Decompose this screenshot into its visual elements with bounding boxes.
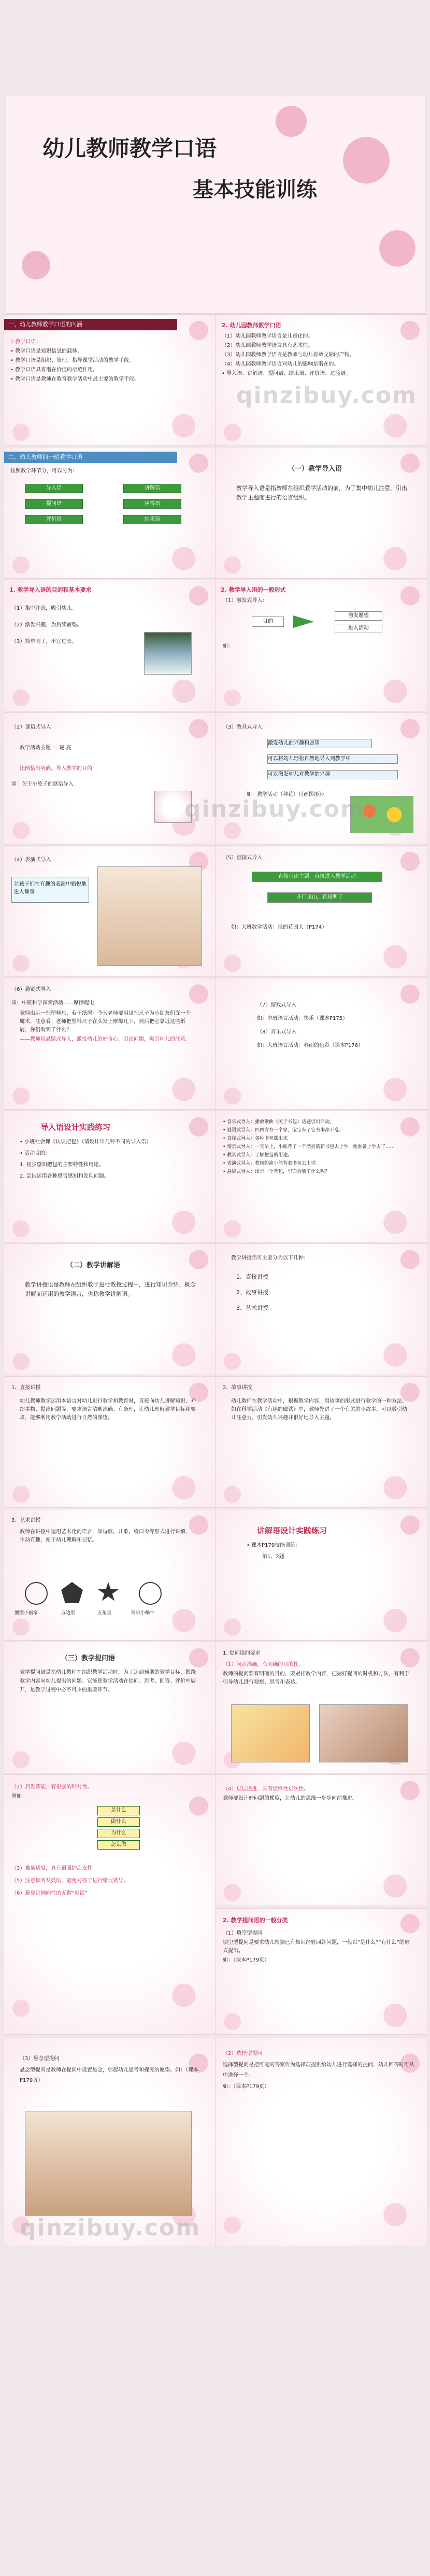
item: （3）幼儿园教师教学语言是教师与幼儿有效交际的产物。 [222,352,355,358]
slide-explain-types [215,1243,427,1375]
item: 第1、2题 [262,1554,284,1560]
slide-body [11,1783,208,1802]
waterfall-image [144,632,192,675]
item: • 教学口语是组织、管理、指导课堂活动的教学手段。 [10,358,135,363]
slide-question-requirements [215,1642,427,1773]
item: • 活动目的： [20,1151,51,1156]
performance-box: 让孩子们在有趣的表演中愉悦地进入课堂 [11,877,89,903]
formula: 教学活动主题 ＝ 谜 底 [20,745,71,751]
slide-inner-meaning [4,314,216,446]
slide-body [236,1270,392,1317]
item: （1）填空型提问 [223,1930,263,1936]
watermark: qinzibuy.com [184,796,365,822]
slide-performance-intro [4,845,216,977]
item: 例如： [11,1794,27,1799]
item: • 情景式导入：一天早上，小熊背了一个漂亮的新书包去上学，他准备上学去了…… [223,1144,395,1150]
item: （5）注意倾听及鼓励，避免对孩子进行错误诱导。 [11,1878,129,1884]
item: ——教师用悬疑式导入，激发幼儿的好奇心，引出问题，吸引幼儿的注意。 [20,1037,191,1042]
slide-body [223,1118,420,1177]
item: • 悬疑式导入：出示一个背包，里面会装了什么呢？ [223,1169,330,1174]
question-label: 为什么 [97,1829,140,1838]
slide-heading: （4）表演式导入 [11,857,51,863]
item: （1）集中注意，吸引幼儿。 [11,606,77,611]
item: （1）问点准确，有明确的目的性。 [223,1662,304,1668]
item: 1. 初步感知把包的主要特性和用途。 [20,1162,104,1168]
slide-game-music-intro [215,978,427,1110]
item: （4）层层递进，具有演绎性层次性。 [223,1786,309,1792]
slide-subtitle: 按照教学环节分，可以分为： [10,468,78,474]
slide-heading: （二）教学讲解语 [66,1262,121,1269]
item: （2）激发兴趣，为后续铺垫。 [11,622,82,628]
slide-story-explain [215,1376,427,1508]
slide-note: 如： [223,643,233,649]
shape-label: 五边形 [61,1611,76,1616]
slide-art-explain [4,1509,216,1641]
kids-image [319,1704,408,1762]
slide-heading: 1. 教学导入语的目的和基本要求 [9,586,92,593]
section-bar: 二、幼儿教师的一般教学口语 [4,452,177,463]
label-evaluate: 评价语 [25,515,83,524]
slide-heading: 2. 教学提问语的一般分类 [223,1917,288,1924]
slide-body [20,1137,191,1183]
slide-body [20,1010,191,1045]
item: （7）游戏式导入 [257,1002,297,1008]
slide-body [20,2054,201,2087]
slide-choice-question [215,2038,427,2246]
slide-heading: 教学讲授语可主要分为以下几种： [231,1255,309,1261]
slide-heading: （6）悬疑式导入 [11,987,51,992]
slide-heading: （三）教学提问语 [61,1655,116,1662]
slide-body: 幼儿教师教学运用本语言对幼儿进行教学和教育时，直接向幼儿讲解知识、介绍事物、提出问题等，要求语言清晰准确、有条理，让幼儿理解教学目标和要求，能够利用教学活动进行自然的渗透。 [20,1398,196,1421]
slide-intro-practice [4,1111,216,1242]
label-explain: 讲解语 [123,484,181,493]
label-answer: 应答语 [123,499,181,509]
slide-body: 教师在讲授中运用艺术化的语言，如诗歌、儿歌、绕口令等形式进行讲解，生动有趣，便于幼儿理解和记忆。 [20,1529,191,1543]
slide-direct-intro [215,845,427,977]
slide-explain-practice [215,1509,427,1641]
slide-heading: 2. 教学导入语的一般形式 [221,586,286,593]
item: • 直接式导入：各种书包摆出来。 [223,1136,293,1141]
item: • 导入语、讲解语、提问语、结束语、评价语、过渡语。 [222,371,351,376]
item: （3）悬念型提问 [20,2056,60,2062]
flow-box-goal: 目的 [252,617,284,627]
item: 悬念型提问是教师在提问中设置悬念，引起幼儿思考和探究的愿望。如：（课本P179页） [20,2067,198,2083]
aid-point: 可以激发幼儿对教学的兴趣 [267,770,398,779]
item: • 教具式导入：了解把包的用途。 [223,1153,293,1158]
question-label: 是什么 [97,1806,140,1815]
slide-body [257,999,412,1053]
slide-subtitle: （1）激发式导入： [223,598,268,604]
slide-heading: （一）教学导入语 [288,465,342,473]
item: （1）幼儿园教师教学语言是儿童化的。 [222,333,313,339]
item: • 教学口语是知识信息的载体， [10,348,83,354]
slide-direct-explain [4,1376,216,1508]
slide-intro-language [215,447,427,579]
slide-explain-language [4,1243,216,1375]
slide-body [10,338,202,385]
direct-box: 开门见山，直接明了 [267,892,372,903]
watermark: qinzibuy.com [236,382,417,409]
item: 填空型提问是要求幼儿根据已有知识经验回答问题，一般以“是什么”“有什么”的形式提出。 [223,1940,410,1954]
slide-general-oral [4,447,216,579]
question-label: 做什么 [97,1817,140,1827]
slide-note: 如：关于小兔子的谜语导入 [11,781,74,787]
item: 如：（课本P179页） [223,1957,270,1963]
flow-box-enter: 进入活动 [335,624,382,633]
slide-body: 教学讲授语是教师在组织教学进行教授过程中，进行知识介绍、概念讲解而运用的教学语言，也称教学讲解语。 [25,1281,196,1297]
item: （6）避免带倾向性的无谓“废话” [11,1891,88,1896]
shape-label: 五角星 [97,1611,112,1616]
pentagon-shape [61,1582,83,1603]
slide-heading: 导入语设计实践练习 [40,1123,111,1132]
slide-body [223,1661,409,1688]
slide-line: 比例恰当明确，导入教学的目的 [20,766,92,772]
item: （8）音乐式导入 [257,1029,297,1035]
circle-shape [25,1582,48,1605]
item: 2. 尝试运用各种感官感知和发现问题。 [20,1173,109,1179]
slide-heading: （2）谜语式导入 [11,724,51,730]
item: • 小班社会课《认识把包》（请设计出几种不同的导入语） [20,1139,152,1145]
item: 如：（课本P179页） [223,2084,270,2090]
item: • 课本P179技能训练： [247,1543,301,1548]
slide-heading: （5）直接式导入 [223,855,263,861]
section-bar: 一、幼儿教师教学口语的内涵 [4,319,177,330]
slide-body [223,1929,414,1966]
slide-question-types [215,1908,427,2035]
item: 教师要设计好问题的梯度，让幼儿的思维一步步向前推进。 [223,1796,357,1801]
aid-point: 激发幼儿的兴趣和愿望 [267,739,372,748]
slide-body [11,601,141,651]
slide-heading: 2、故事讲授 [223,1385,252,1391]
title-slide [6,95,425,314]
item: 教师的提问要有明确的目的，要紧扣教学内容，把握好提问的时机和方法，有利于引导幼儿进行观察、思考和表达。 [223,1671,409,1685]
aid-point: 可以将幼儿轻松自然地导入到教学中 [267,754,398,764]
arrow-icon [293,615,314,628]
slide-layered-questions [215,1774,427,1906]
slide-heading: 1. 提问语的要求 [223,1650,261,1656]
slide-body [247,1541,402,1563]
slide-body [222,332,419,379]
label-intro: 导入语 [25,484,83,493]
title-line1: 幼儿教师教学口语 [42,136,217,161]
direct-box: 直接引出主题，直接进入教学活动 [252,872,382,882]
slide-note: 如：大班数学活动：谁的花园大（P174） [231,925,327,930]
item: 如：大班语言活动：春雨的色彩（课本P176） [257,1043,364,1048]
slide-intro-goals [4,580,216,711]
slide-body [11,1863,208,1900]
item: （4）幼儿园教师教学语言对幼儿的影响是潜在的。 [222,361,339,367]
children-image [97,866,202,966]
shape-label: 圈圈小画家 [15,1611,38,1616]
slide-suspense-question [4,2038,216,2246]
item: • 教学口语是教师在教育教学活动中最主要的教学手段。 [10,376,140,382]
item: • 教学口语具有潜在价值的示范作用。 [10,367,98,373]
shape-label: 两只小蜗牛 [131,1611,155,1616]
slide-question-points [4,1774,216,2035]
slide-note: 如：教学活动（种花）（《画图形》） [247,792,327,797]
item: （2）启发智能，有很强的针对性。 [11,1784,93,1790]
item: （3）简单明了，不宜过长。 [11,639,77,645]
slide-intro-forms [215,580,427,711]
slide-body [223,1785,414,1804]
slide-suspense-intro [4,978,216,1110]
item: 如：中班语言活动：快乐（课本P175） [257,1016,348,1021]
item: （3）难易适度，具有很强的启发性。 [11,1866,98,1871]
label-conclude: 结束语 [123,515,181,524]
slide-intro-answers [215,1111,427,1242]
slide-heading: 3、艺术讲授 [11,1518,41,1523]
slide-heading: （3）教具式导入 [223,724,263,730]
item: 3、艺术讲授 [236,1305,268,1311]
watermark: qinzibuy.com [20,2215,200,2241]
slide-body [223,2049,414,2093]
slide-heading: 2. 幼儿园教师教学口语 [222,322,281,329]
slide-heading: 讲解语设计实践练习 [257,1526,327,1535]
item: 选择型提问是把可能的答案作为选择项提供给幼儿进行选择的提问，幼儿回答时可从中选择一个。 [223,2062,414,2078]
slide-body: 教学导入语是指教师在组织教学活动的前，为了集中幼儿注意，引出教学主题而进行的语言组织。 [236,485,407,501]
item: 2、故事讲授 [236,1289,268,1296]
slide-note: 如：中班科学探索活动——摩擦起电 [11,1000,94,1006]
classroom-image [25,2111,192,2216]
question-label: 怎么做 [97,1840,140,1850]
slide-body: 教学提问语是指幼儿教师在组织教学活动时，为了达到预期的教学目标，围绕教学内容向幼儿提出的问题。它能使教学活动在提问、思考、回答、评价中展开，是教学过程中必不可少的重要环节。 [20,1670,196,1693]
item: （2）幼儿园教师教学语言具有艺术性。 [222,343,313,348]
item: 1、直接讲授 [236,1273,268,1280]
item: （2）选择型提问 [223,2051,263,2056]
star-shape [97,1582,119,1603]
title-line2: 基本技能训练 [193,177,317,202]
slide-kindergarten-teacher [215,314,427,446]
label-question: 提问语 [25,499,83,509]
slide-riddle-intro [4,712,216,844]
slide-body: 幼儿教师在教学活动中，根据教学内容，用故事的形式进行教学的一种方法。如在科学活动《有趣的磁铁》中，教师先讲了一个有关的小故事，可以吸引幼儿注意力，引发幼儿兴趣并很好地导入主题。 [231,1398,407,1421]
item: 1.教学口语： [10,339,41,345]
slide-heading: 1、直接讲授 [11,1385,41,1391]
item: 教师出示一把塑料尺、若干纸屑：今天老师要用这把尺子为小朋友们变一个魔术，注意看！老师把塑料尺子在头发上摩擦几下，然后把它靠近这些纸屑，你们看到了什么？ [20,1011,191,1033]
slide-question-language [4,1642,216,1773]
slide-teaching-aid-intro [184,712,427,844]
flow-box-desire: 激发愿望 [335,611,382,621]
item: • 谜语式导入：四四方方一个家，宝宝有了它书本都不乱。 [223,1128,344,1133]
item: • 表演式导入：教师扮演小熊背着书包去上学。 [223,1161,321,1166]
map-image [231,1704,310,1762]
snail-shape [139,1582,162,1605]
item: • 音乐式导入：播放歌曲《关于书包》话题引出活动。 [223,1119,335,1125]
